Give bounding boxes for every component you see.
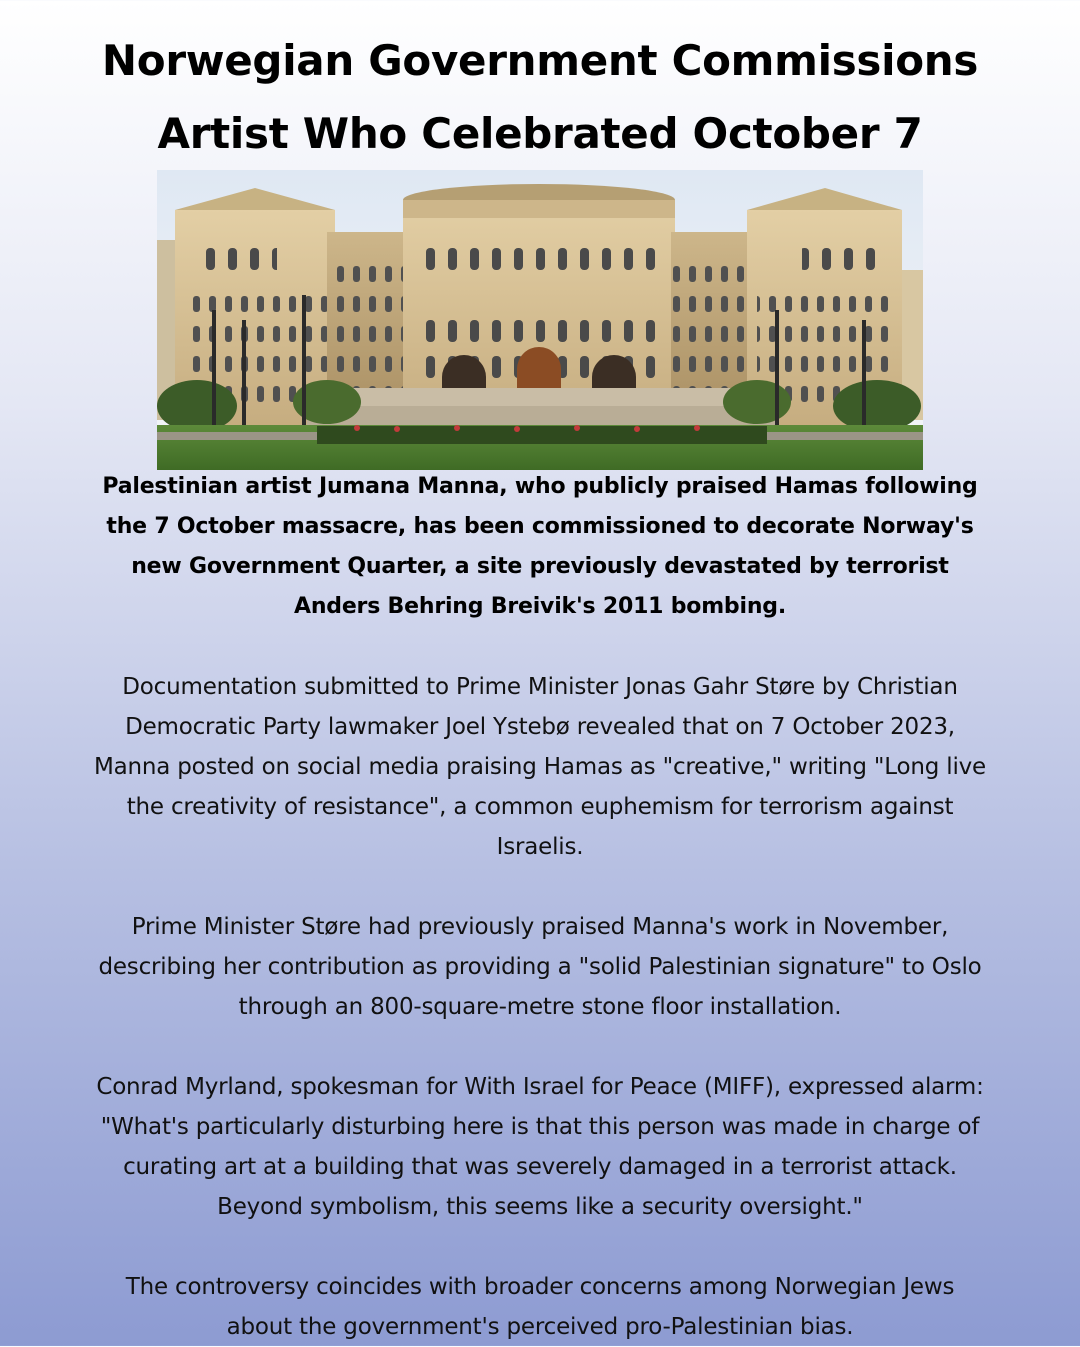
body-paragraph-quote bbox=[20, 1067, 1060, 1227]
paragraph-line: curating art at a building that was severely damaged in a terrorist attack. bbox=[123, 1154, 957, 1180]
paragraph-line: Conrad Myrland, spokesman for With Israel for Peace (MIFF), expressed alarm: bbox=[96, 1074, 984, 1100]
paragraph-line: The controversy coincides with broader concerns among Norwegian Jews bbox=[125, 1274, 955, 1300]
paragraph-line: Beyond symbolism, this seems like a security oversight." bbox=[217, 1194, 863, 1220]
paragraph-line: Documentation submitted to Prime Minister Jonas Gahr Støre by Christian bbox=[122, 674, 958, 700]
paragraph-line: describing her contribution as providing a "solid Palestinian signature" to Oslo bbox=[98, 954, 982, 980]
body-paragraph-prime-minister bbox=[20, 907, 1060, 1027]
body-paragraph-documentation bbox=[20, 667, 1060, 867]
headline bbox=[30, 24, 1050, 170]
paragraph-line: Manna posted on social media praising Hamas as "creative," writing "Long live bbox=[93, 754, 987, 780]
paragraph-line: through an 800-square-metre stone floor installation. bbox=[238, 994, 842, 1020]
lede-line: new Government Quarter, a site previously devastated by terrorist bbox=[131, 554, 949, 579]
lede-line: the 7 October massacre, has been commissioned to decorate Norway's bbox=[106, 514, 974, 539]
paragraph-line: Prime Minister Støre had previously praised Manna's work in November, bbox=[131, 914, 949, 940]
body-paragraph-controversy bbox=[20, 1267, 1060, 1347]
lede-line: Anders Behring Breivik's 2011 bombing. bbox=[294, 594, 786, 619]
paragraph-line: about the government's perceived pro-Palestinian bias. bbox=[226, 1314, 854, 1340]
parliament-building-photo bbox=[157, 170, 923, 470]
paragraph-line: Israelis. bbox=[496, 834, 584, 860]
lede-line: Palestinian artist Jumana Manna, who publicly praised Hamas following bbox=[102, 474, 978, 499]
lede-paragraph bbox=[20, 467, 1060, 627]
paragraph-line: Democratic Party lawmaker Joel Ystebø revealed that on 7 October 2023, bbox=[125, 714, 955, 740]
headline-line: Artist Who Celebrated October 7 bbox=[157, 109, 923, 158]
paragraph-line: "What's particularly disturbing here is that this person was made in charge of bbox=[100, 1114, 980, 1140]
headline-line: Norwegian Government Commissions bbox=[101, 36, 979, 85]
paragraph-line: the creativity of resistance", a common euphemism for terrorism against bbox=[126, 794, 954, 820]
